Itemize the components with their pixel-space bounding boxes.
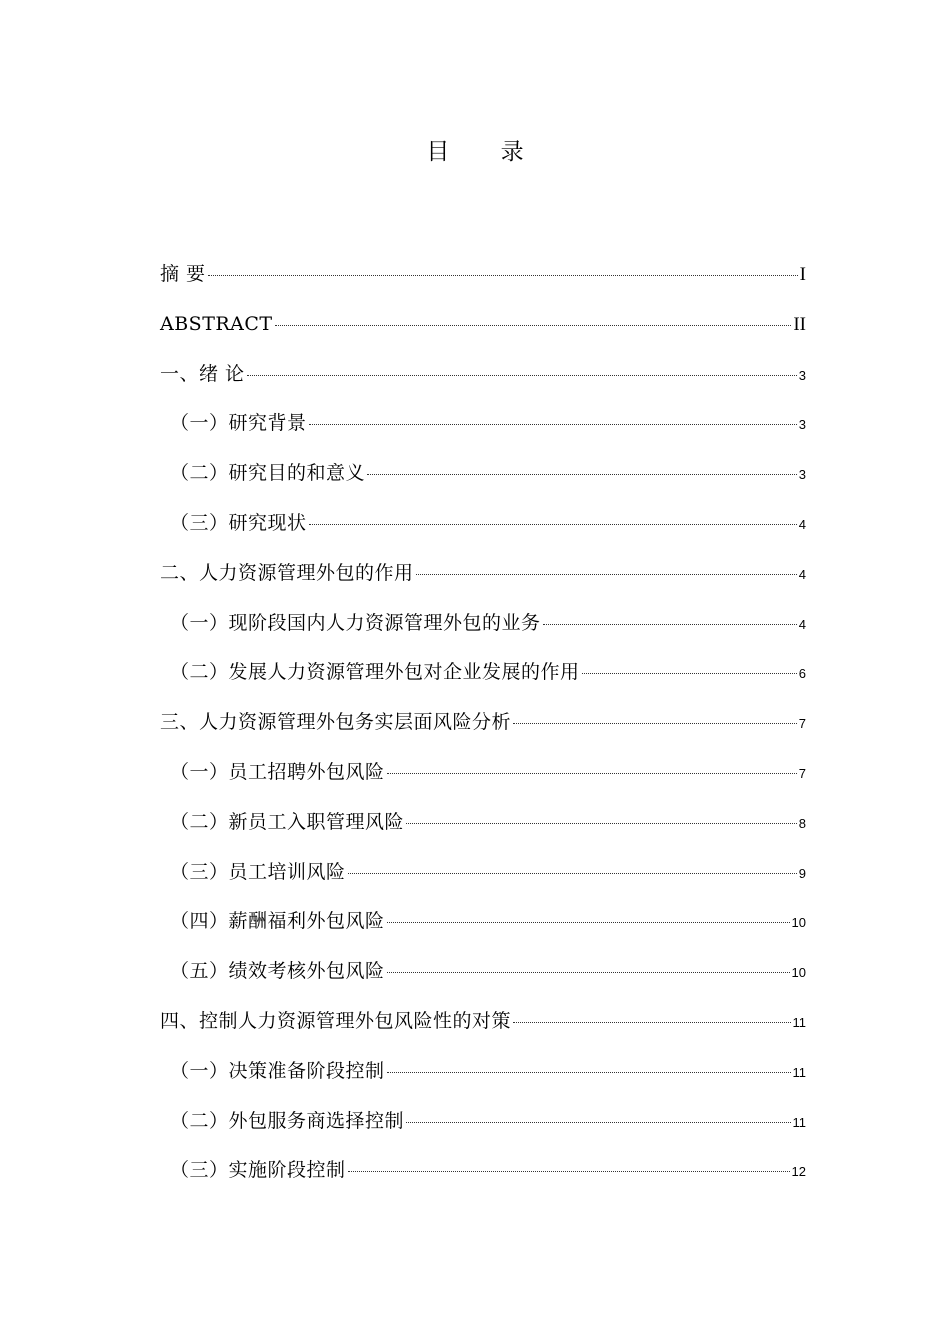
toc-entry-label: ABSTRACT [160,312,273,335]
toc-entry-label: （二）新员工入职管理风险 [170,810,405,833]
page-title: 目 录 [426,139,546,165]
toc-entry-label: （二）研究目的和意义 [170,462,366,485]
toc-entry-label: （三）研究现状 [170,511,307,534]
toc-dot-leader [387,972,790,973]
toc-entry-page-number: I [799,264,806,285]
toc-entry-label: 三、人力资源管理外包务实层面风险分析 [160,711,512,734]
toc-entry[interactable] [160,553,806,603]
toc-entry-label: （一）现阶段国内人力资源管理外包的业务 [170,611,541,634]
toc-entry-label: 一、绪 论 [160,362,245,385]
toc-entry[interactable] [160,802,806,852]
toc-entry-page-number: 6 [798,666,806,682]
toc-entry-label: （三）实施阶段控制 [170,1159,346,1182]
toc-dot-leader [543,624,797,625]
toc-entry-label: （一）研究背景 [170,412,307,435]
toc-entry[interactable] [160,403,806,453]
toc-dot-leader [348,873,797,874]
toc-entry-label: （四）薪酬福利外包风险 [170,910,385,933]
toc-entry-page-number: 7 [798,765,806,781]
toc-entry[interactable] [160,304,806,354]
toc-entry-label: （五）绩效考核外包风险 [170,960,385,983]
toc-entry[interactable] [160,702,806,752]
toc-dot-leader [513,1022,790,1023]
toc-entry-label: （一）员工招聘外包风险 [170,760,385,783]
toc-entry-page-number: 12 [791,1164,806,1180]
toc-entry-page-number: 4 [798,566,806,582]
toc-entry-page-number: 11 [792,1114,806,1130]
toc-entry[interactable] [160,354,806,404]
toc-entry-page-number: 11 [792,1014,806,1030]
toc-entry[interactable] [160,652,806,702]
toc-dot-leader [247,375,797,376]
toc-dot-leader [387,1072,791,1073]
toc-entry[interactable] [160,1150,806,1200]
toc-entry-page-number: 8 [798,815,806,831]
toc-entry-label: （二）发展人力资源管理外包对企业发展的作用 [170,661,580,684]
toc-dot-leader [387,773,797,774]
toc-dot-leader [348,1171,790,1172]
toc-entry-label: 二、人力资源管理外包的作用 [160,561,414,584]
table-of-contents [160,254,806,1200]
toc-entry[interactable] [160,852,806,902]
toc-dot-leader [367,474,797,475]
toc-dot-leader [309,524,797,525]
toc-dot-leader [208,275,798,276]
toc-entry-label: （二）外包服务商选择控制 [170,1109,405,1132]
toc-entry-page-number: 7 [798,716,806,732]
toc-entry[interactable] [160,1001,806,1051]
toc-entry-label: 四、控制人力资源管理外包风险性的对策 [160,1009,512,1032]
toc-entry-page-number: 3 [798,467,806,483]
toc-entry-page-number: 4 [798,616,806,632]
toc-entry[interactable] [160,901,806,951]
toc-dot-leader [406,823,797,824]
toc-dot-leader [513,723,797,724]
toc-entry-page-number: 3 [798,417,806,433]
toc-entry[interactable] [160,752,806,802]
toc-entry-page-number: 10 [791,965,806,981]
toc-dot-leader [387,922,790,923]
toc-dot-leader [582,673,797,674]
toc-dot-leader [309,424,797,425]
toc-dot-leader [275,325,792,326]
toc-dot-leader [416,574,797,575]
toc-entry-page-number: 4 [798,516,806,532]
toc-entry[interactable] [160,503,806,553]
toc-dot-leader [406,1122,790,1123]
toc-entry-page-number: 10 [791,915,806,931]
toc-entry-page-number: 9 [798,865,806,881]
toc-entry-page-number: 3 [798,367,806,383]
toc-entry[interactable] [160,951,806,1001]
toc-entry[interactable] [160,254,806,304]
toc-entry-label: （三）员工培训风险 [170,860,346,883]
toc-entry-label: 摘 要 [160,263,206,285]
toc-entry-label: （一）决策准备阶段控制 [170,1059,385,1082]
toc-entry-page-number: 11 [792,1064,806,1080]
toc-entry[interactable] [160,603,806,653]
toc-entry-page-number: II [793,313,806,335]
toc-entry[interactable] [160,453,806,503]
toc-entry[interactable] [160,1051,806,1101]
toc-entry[interactable] [160,1101,806,1151]
